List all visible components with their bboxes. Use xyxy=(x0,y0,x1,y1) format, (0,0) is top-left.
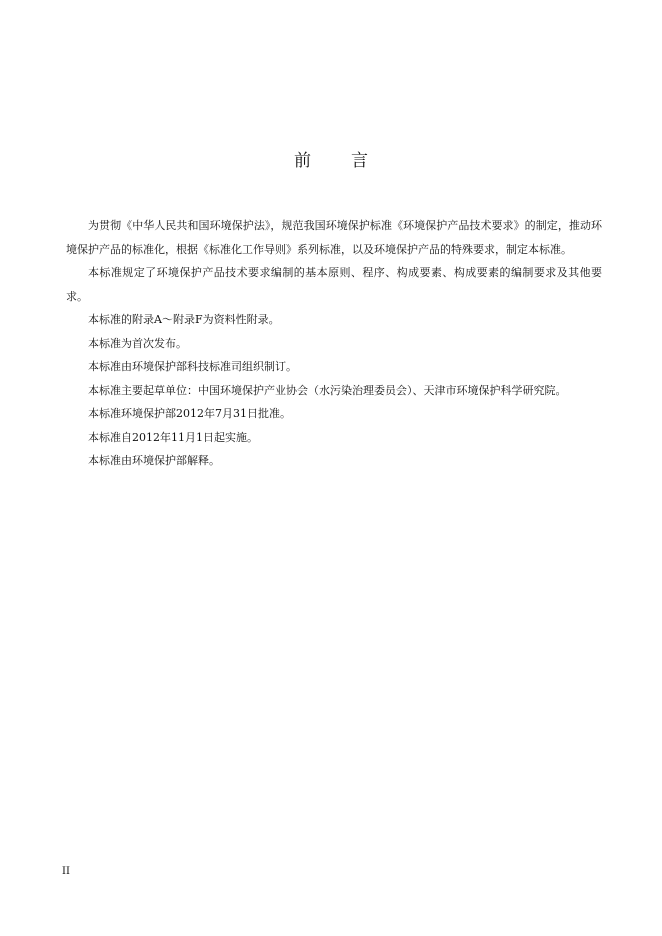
paragraph: 本标准规定了环境保护产品技术要求编制的基本原则、程序、构成要素、构成要素的编制要求及其他要求。 xyxy=(66,266,602,303)
paragraph: 本标准环境保护部2012年7月31日批准。 xyxy=(88,407,291,420)
paragraph: 本标准的附录A～附录F为资料性附录。 xyxy=(88,313,280,326)
paragraph: 本标准自2012年11月1日起实施。 xyxy=(88,430,258,444)
title-char-2: 言 xyxy=(351,151,368,171)
page-title xyxy=(0,146,662,171)
paragraph: 为贯彻《中华人民共和国环境保护法》，规范我国环境保护标准《环境保护产品技术要求》的制定，推动环境保护产品的标准化，根据《标准化工作导则》系列标准，以及环境保护产品的特殊要求，制定本标准。 xyxy=(66,219,602,256)
paragraph: 本标准由环境保护部科技标准司组织制订。 xyxy=(88,360,297,373)
paragraph: 本标准由环境保护部解释。 xyxy=(88,454,220,467)
page-number: II xyxy=(62,866,70,877)
paragraph: 本标准为首次发布。 xyxy=(88,336,187,350)
paragraph: 本标准主要起草单位：中国环境保护产业协会（水污染治理委员会）、天津市环境保护科学研究院。 xyxy=(88,383,567,397)
title-char-1: 前 xyxy=(294,151,311,171)
foreword-body xyxy=(66,214,602,473)
